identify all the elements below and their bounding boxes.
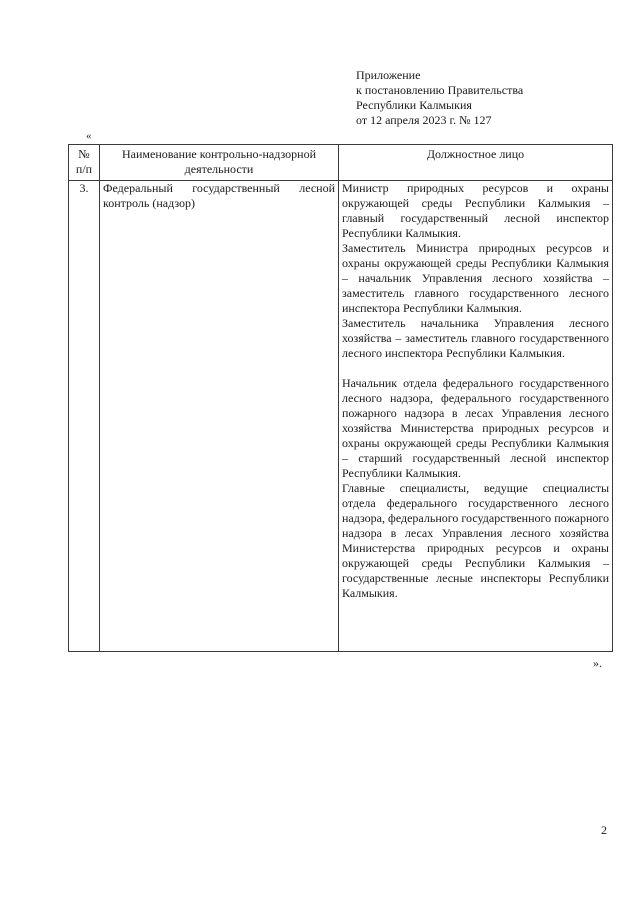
closing-quote: ». — [593, 656, 602, 670]
control-table — [68, 144, 613, 652]
official-specialists: Главные специалисты, ведущие специалисты отдела федерального государственного лесного надзора, федерального государственного пожарного надзора в лесах Управления лесного хозяйства Министерства природных ресурсов и охраны окружающей среды Республики Калмыкия – государственные лесные инспекторы Республики Калмыкия. — [342, 481, 609, 600]
table-row — [69, 181, 613, 652]
row-officials — [339, 181, 613, 652]
official-deputy-head: Заместитель начальника Управления лесного хозяйства – заместитель главного государственного лесного инспектора Республики Калмыкия. — [342, 316, 609, 360]
official-deputy-minister: Заместитель Министра природных ресурсов и охраны окружающей среды Республики Калмыкия – начальник Управления лесного хозяйства – заместитель главного государственного лесного инспектора Республики Калмыкия. — [342, 241, 609, 315]
table-header-row — [69, 145, 613, 181]
header-activity: Наименование контрольно-надзорной деятельности — [100, 145, 339, 181]
row-number: 3. — [69, 181, 100, 652]
appendix-line-date: от 12 апреля 2023 г. № 127 — [356, 113, 492, 127]
opening-quote: « — [86, 130, 92, 142]
appendix-header — [356, 68, 523, 128]
header-number: № п/п — [69, 145, 100, 181]
official-department-head: Начальник отдела федерального государственного лесного надзора, федерального государственного пожарного надзора в лесах Управления лесного хозяйства Министерства природных ресурсов и охраны окружающей среды Республики Калмыкия – старший государственный лесной инспектор Республики Калмыкия. — [342, 376, 609, 480]
page-number: 2 — [601, 823, 607, 837]
appendix-line-title: Приложение — [356, 68, 421, 82]
header-official: Должностное лицо — [339, 145, 613, 181]
row-activity: Федеральный государственный лесной контроль (надзор) — [100, 181, 339, 652]
appendix-line-republic: Республики Калмыкия — [356, 98, 472, 112]
official-minister: Министр природных ресурсов и охраны окружающей среды Республики Калмыкия – главный государственный лесной инспектор Республики Калмыкия. — [342, 181, 609, 240]
appendix-line-resolution: к постановлению Правительства — [356, 83, 524, 97]
